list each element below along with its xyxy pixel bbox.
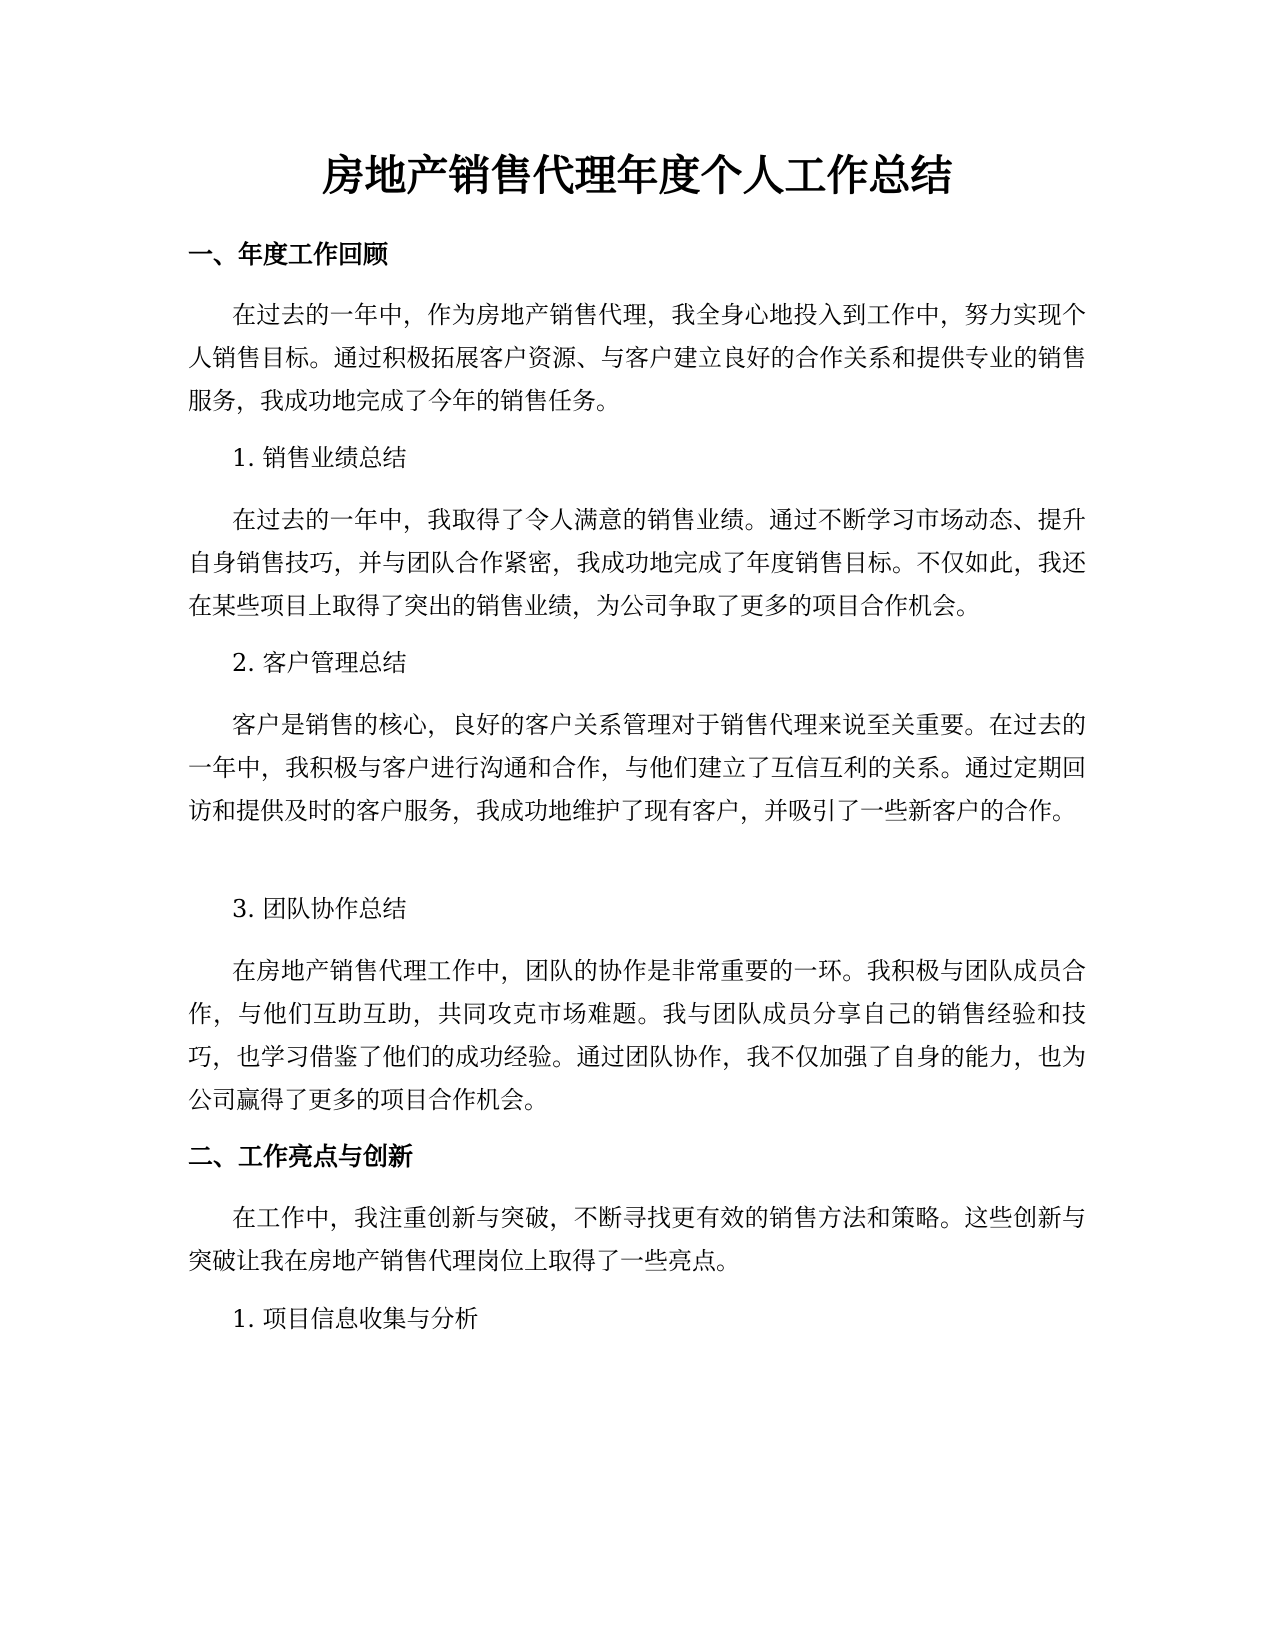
- subheading-sales-performance: 1. 销售业绩总结: [232, 444, 407, 472]
- section-heading-2: 二、工作亮点与创新: [188, 1142, 414, 1171]
- section-heading-1: 一、年度工作回顾: [188, 240, 389, 269]
- subheading-team-collaboration: 3. 团队协作总结: [232, 895, 407, 923]
- document-title: 房地产销售代理年度个人工作总结: [322, 151, 953, 200]
- section-2-intro-paragraph: 在工作中，我注重创新与突破，不断寻找更有效的销售方法和策略。这些创新与突破让我在房地产销售代理岗位上取得了一些亮点。: [188, 1204, 1086, 1275]
- paragraph-team-collaboration: 在房地产销售代理工作中，团队的协作是非常重要的一环。我积极与团队成员合作，与他们互助互助，共同攻克市场难题。我与团队成员分享自己的销售经验和技巧，也学习借鉴了他们的成功经验。通过团队协作，我不仅加强了自身的能力，也为公司赢得了更多的项目合作机会。: [188, 957, 1086, 1114]
- paragraph-sales-performance: 在过去的一年中，我取得了令人满意的销售业绩。通过不断学习市场动态、提升自身销售技巧，并与团队合作紧密，我成功地完成了年度销售目标。不仅如此，我还在某些项目上取得了突出的销售业绩，为公司争取了更多的项目合作机会。: [188, 506, 1086, 620]
- subheading-customer-management: 2. 客户管理总结: [232, 649, 407, 677]
- section-1-intro-paragraph: 在过去的一年中，作为房地产销售代理，我全身心地投入到工作中，努力实现个人销售目标。通过积极拓展客户资源、与客户建立良好的合作关系和提供专业的销售服务，我成功地完成了今年的销售任务。: [188, 301, 1086, 415]
- subheading-project-info-analysis: 1. 项目信息收集与分析: [232, 1305, 479, 1333]
- paragraph-customer-management: 客户是销售的核心，良好的客户关系管理对于销售代理来说至关重要。在过去的一年中，我积极与客户进行沟通和合作，与他们建立了互信互利的关系。通过定期回访和提供及时的客户服务，我成功地维护了现有客户，并吸引了一些新客户的合作。: [188, 711, 1086, 825]
